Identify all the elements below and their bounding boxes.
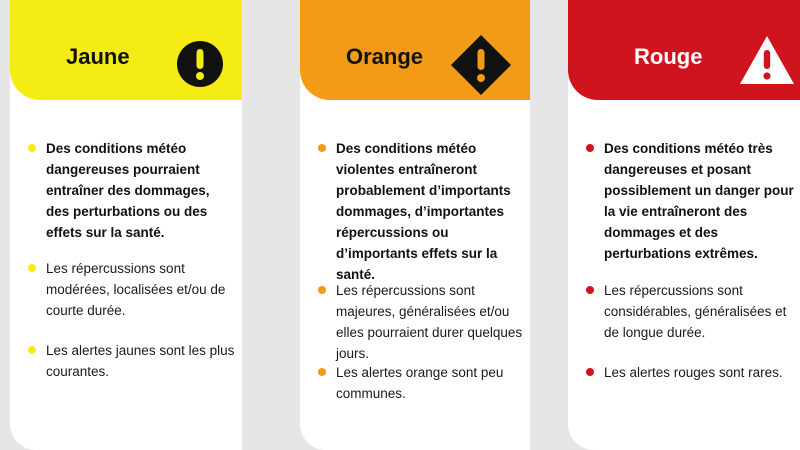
alert-card-yellow	[10, 0, 242, 450]
list-item: Les alertes rouges sont rares.	[586, 362, 794, 383]
list-item: Les alertes orange sont peu communes.	[318, 362, 524, 404]
list-item: Les répercussions sont modérées, localisées et/ou de courte durée.	[28, 258, 236, 321]
bullet-dot-icon	[28, 264, 36, 272]
list-item: Les répercussions sont majeures, généralisées et/ou elles pourraient durer quelques jours.	[318, 280, 524, 364]
bullet-dot-icon	[318, 368, 326, 376]
bullet-dot-icon	[28, 144, 36, 152]
exclamation-circle-icon	[176, 40, 224, 88]
alert-card-red	[568, 0, 800, 450]
alert-level-title: Rouge	[634, 44, 703, 69]
bullet-dot-icon	[28, 346, 36, 354]
bullet-dot-icon	[586, 144, 594, 152]
alert-level-title: Jaune	[66, 44, 130, 69]
list-item: Des conditions météo violentes entraîneront probablement d’importants dommages, d’importantes répercussions ou d’importants effets sur la santé.	[318, 138, 524, 285]
bullet-dot-icon	[318, 144, 326, 152]
list-item: Les répercussions sont considérables, généralisées et de longue durée.	[586, 280, 794, 343]
exclamation-diamond-icon	[450, 34, 512, 96]
bullet-dot-icon	[318, 286, 326, 294]
exclamation-triangle-icon	[738, 34, 796, 86]
list-item: Des conditions météo très dangereuses et posant possiblement un danger pour la vie entraîneront des dommages et des perturbations extrêmes.	[586, 138, 794, 264]
alert-card-orange	[300, 0, 530, 450]
bullet-dot-icon	[586, 286, 594, 294]
list-item: Des conditions météo dangereuses pourraient entraîner des dommages, des perturbations ou des effets sur la santé.	[28, 138, 236, 243]
list-item: Les alertes jaunes sont les plus courantes.	[28, 340, 236, 382]
alert-level-title: Orange	[346, 44, 424, 69]
bullet-dot-icon	[586, 368, 594, 376]
